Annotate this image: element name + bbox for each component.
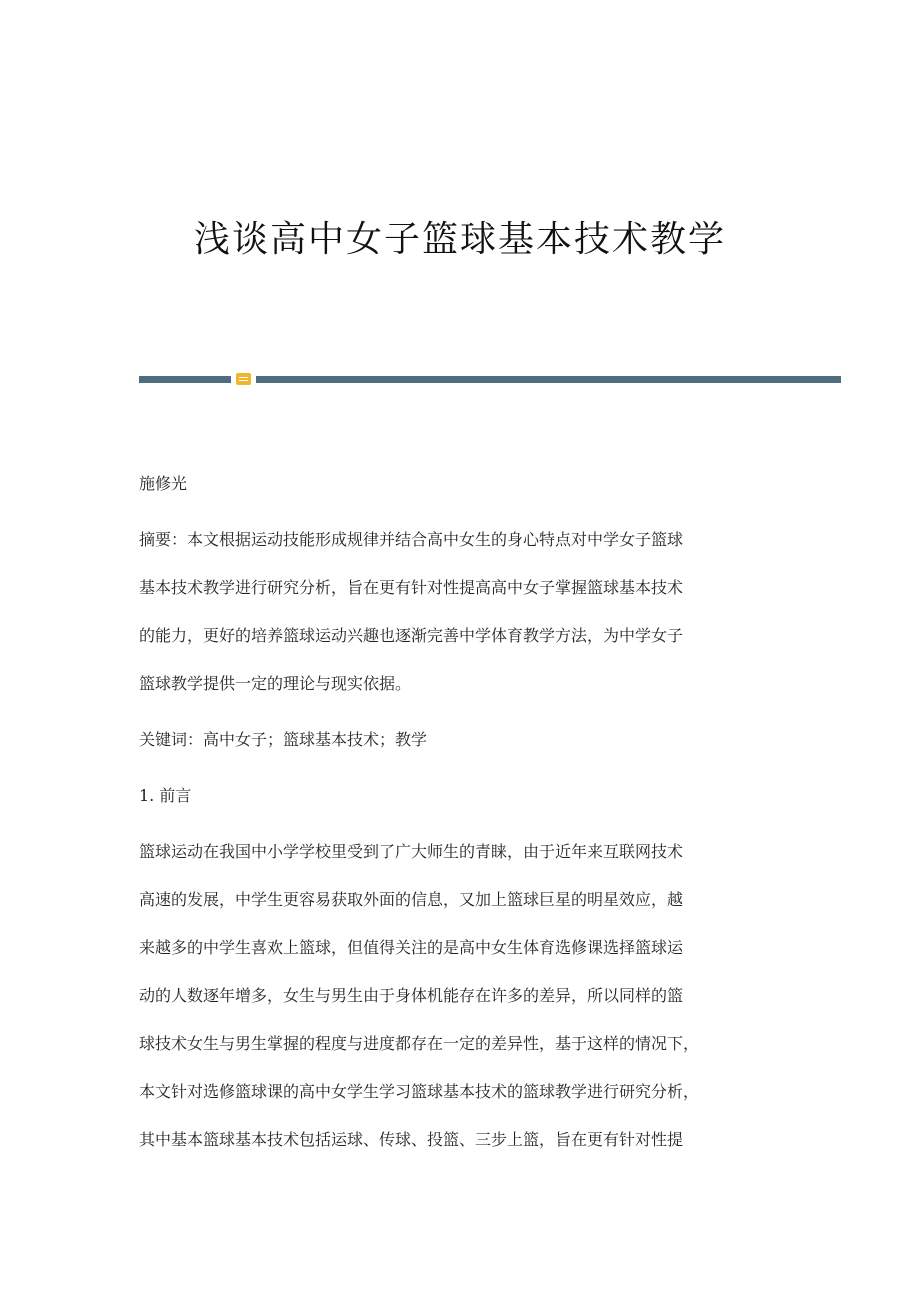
abstract-line: 的能力，更好的培养篮球运动兴趣也逐渐完善中学体育教学方法，为中学女子 (139, 626, 684, 645)
keywords: 关键词：高中女子；篮球基本技术；教学 (139, 730, 428, 749)
body-line: 篮球运动在我国中小学学校里受到了广大师生的青睐，由于近年来互联网技术 (139, 842, 684, 861)
body-line: 来越多的中学生喜欢上篮球，但值得关注的是高中女生体育选修课选择篮球运 (139, 938, 684, 957)
body-line: 其中基本篮球基本技术包括运球、传球、投篮、三步上篮，旨在更有针对性提 (139, 1130, 684, 1149)
body-line: 高速的发展，中学生更容易获取外面的信息，又加上篮球巨星的明星效应，越 (139, 890, 684, 909)
abstract-line: 基本技术教学进行研究分析，旨在更有针对性提高高中女子掌握篮球基本技术 (139, 578, 684, 597)
divider-bar-left (139, 376, 231, 383)
divider-ornament-icon (236, 373, 251, 385)
author-name: 施修光 (139, 474, 188, 493)
body-line: 本文针对选修篮球课的高中女学生学习篮球基本技术的篮球教学进行研究分析， (139, 1082, 700, 1101)
divider-bar-right (256, 376, 841, 383)
abstract-line: 摘要：本文根据运动技能形成规律并结合高中女生的身心特点对中学女子篮球 (139, 530, 684, 549)
body-line: 动的人数逐年增多，女生与男生由于身体机能存在许多的差异，所以同样的篮 (139, 986, 684, 1005)
title-divider (139, 372, 841, 386)
abstract-line: 篮球教学提供一定的理论与现实依据。 (139, 674, 412, 693)
document-title: 浅谈高中女子篮球基本技术教学 (193, 219, 726, 260)
body-line: 球技术女生与男生掌握的程度与进度都存在一定的差异性，基于这样的情况下， (139, 1034, 700, 1053)
section-heading: 1. 前言 (139, 786, 192, 805)
